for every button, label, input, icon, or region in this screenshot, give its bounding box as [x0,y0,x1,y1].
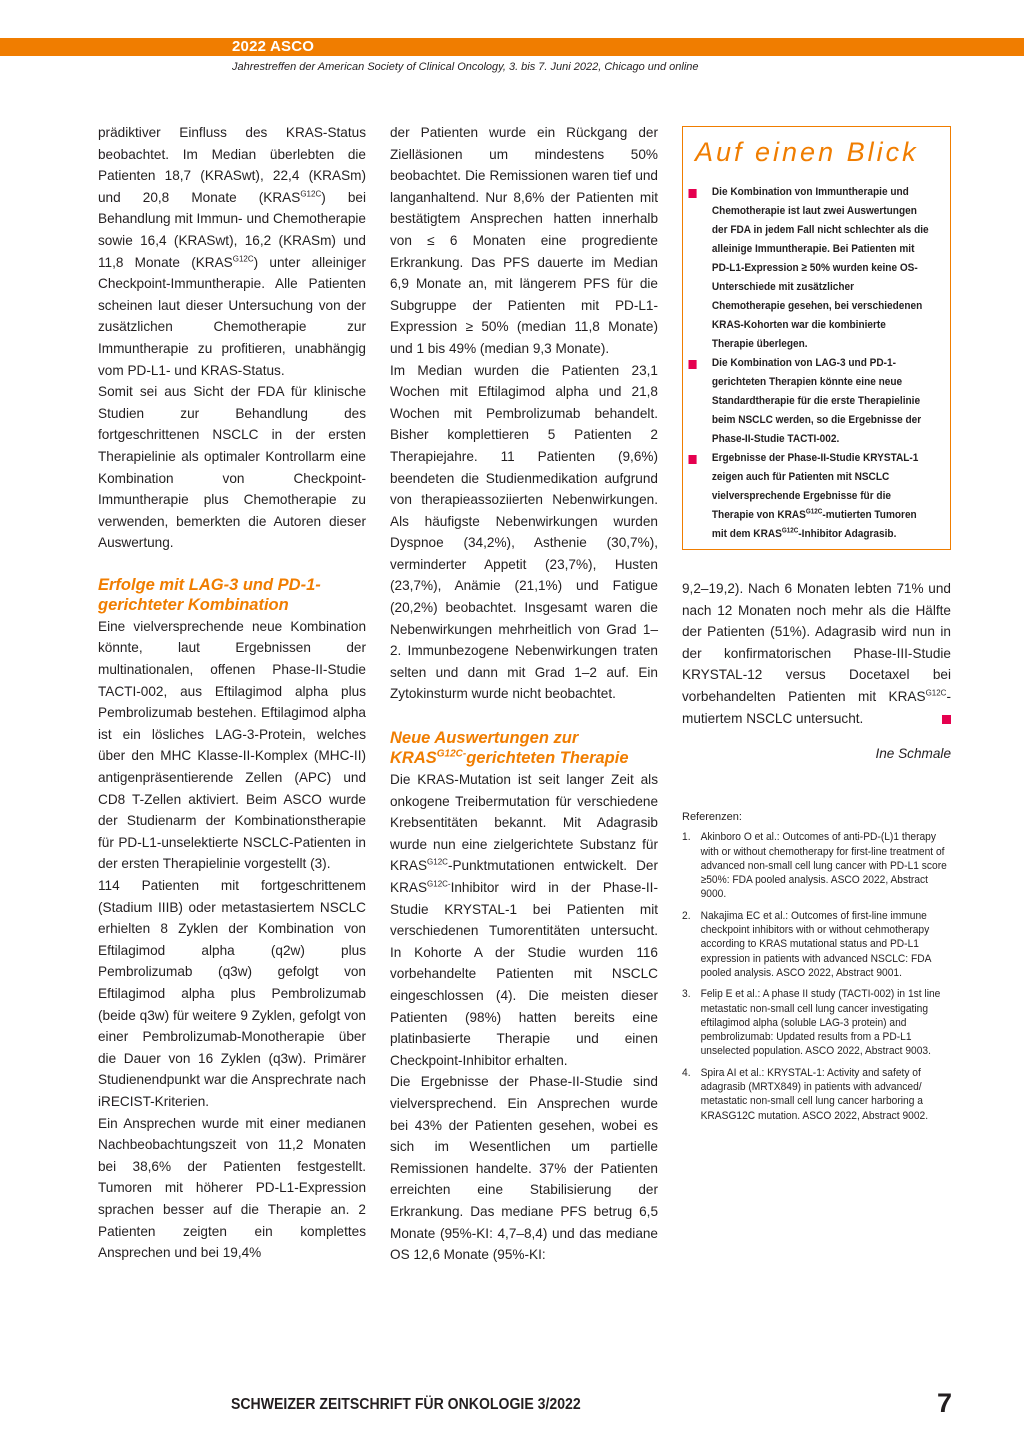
header-subtitle: Jahrestreffen der American Society of Clinical Oncology, 3. bis 7. Juni 2022, Chicago und online [232,61,699,73]
superscript: G12C [232,254,254,264]
page-number: 7 [937,1388,953,1418]
summary-item [693,354,929,449]
reference-number: 4. [682,1066,691,1079]
summary-item [693,449,929,544]
col1-paragraph-5: Ein Ansprechen wurde mit einer medianen Nachbeobachtungszeit von 11,2 Monaten bei 38,6% der Patienten festgestellt. Tumoren mit höherer PD-L1-Expression sprachen besser auf die Therapie an. 2 Patienten zeigten ein komplettes Ansprechen und bei 19,4% [98,1115,366,1261]
references-list [682,830,951,1123]
footer-journal-title: SCHWEIZER ZEITSCHRIFT FÜR ONKOLOGIE 3/2022 [231,1396,581,1413]
text-run: -Punktmutationen entwickelt. Der KRAS [390,858,658,895]
reference-number: 2. [682,909,691,922]
references [682,810,951,1130]
col3-paragraph-1 [682,578,951,729]
superscript: G12C [925,688,947,698]
summary-item-text [712,452,918,540]
col1-paragraph-3: Eine vielversprechende neue Kombination könnte, laut Ergebnissen der multinationalen, offenen Phase-II-Studie TACTI-002, aus Eftilagimod alpha plus Pembrolizumab bestehen. Eftilagimod alpha ist ein lösliches LAG-3-Protein, welches über den MHC Klasse-II-Komplex (MHC-II) antigenpräsentierende Zellen (APC) und CD8 T-Zellen aktiviert. Beim ASCO wurde der Studienarm der Kombinationstherapie für PD-L1-unselektierte NSCLC-Patienten in der ersten Therapielinie vorgestellt (3). [98,618,366,872]
text-run: Inhibitor wird in der Phase-II-Studie KRYSTAL-1 bei Patienten mit verschiedenen Tumorentitäten untersucht. In Kohorte A der Studie wurden 116 vorbehandelte Patienten mit NSCLC eingeschlossen (4). Die meisten dieser Patienten (98%) hatten bereits eine platinbasierte Therapie und einen Checkpoint-Inhibitor erhalten. [390,880,658,1068]
square-bullet-icon [689,455,697,464]
col1-paragraph-2: Somit sei aus Sicht der FDA für klinische Studien zur Behandlung des fortgeschrittenen NSCLC in der ersten Therapielinie als optimaler Kontrollarm eine Kombination von Checkpoint-Immuntherapie plus Chemotherapie zu verwenden, bemerkten die Autoren dieser Auswertung. [98,384,366,551]
section-heading-kras [390,728,658,768]
reference-text: Nakajima EC et al.: Outcomes of first-line immune checkpoint inhibitors with or without cehmotherapy according to KRAS mutational status and PD-L1 expression in patients with advanced NSCLC: FDA pooled analysis. ASCO 2022, Abstract 9001. [700,909,931,979]
superscript: G12C [781,527,799,535]
reference-number: 1. [682,831,691,844]
summary-list [693,183,940,544]
reference-number: 3. [682,988,691,1001]
reference-item [682,909,951,980]
text-run: Ergebnisse der Phase-II-Studie KRYSTAL-1 zeigen auch für Patienten mit NSCLC vielversprechende Ergebnisse für die Therapie von KRAS [711,452,919,521]
reference-item [682,1066,951,1123]
col2-paragraph-1: der Patienten wurde ein Rückgang der Zielläsionen um mindestens 50% beobachtet. Die Remissionen waren tief und langanhaltend. Nur 8,6% der Patienten mit bestätigtem Ansprechen hatten innerhalb von ≤ 6 Monaten eine progrediente Erkrankung. Das PFS dauerte im Median 6,9 Monate an, mit längerem PFS für die Subgruppe der Patienten mit PD-L1-Expression ≥ 50% (median 11,8 Monate) und 1 bis 49% (median 9,3 Monate). [390,125,658,356]
text-run: Die KRAS-Mutation ist seit langer Zeit als onkogene Treibermutation für verschiedene Krebsentitäten bekannt. Mit Adagrasib wurde nun eine zielgerichtete Substanz für KRAS [390,772,658,874]
text-run: Neue Auswertungen zur KRAS [390,729,579,768]
col1-paragraph-1 [98,122,366,381]
text-run: ) bei Behandlung mit Immun- und Chemotherapie sowie 16,4 (KRASwt), 16,2 (KRASm) und 11,8 Monate (KRAS [98,189,366,270]
superscript: G12C [427,857,448,867]
superscript: G12C- [436,748,467,760]
section-heading-lag3: Erfolge mit LAG-3 und PD-1-gerichteter Kombination [98,575,321,614]
column-2 [390,122,658,1266]
header-title: 2022 ASCO [232,38,315,55]
text-run: -Inhibitor Adagrasib. [798,528,897,540]
end-mark-icon [942,715,951,724]
reference-item [682,830,951,901]
text-run: ) unter alleiniger Checkpoint-Immuntherapie. Alle Patienten scheinen laut dieser Untersuchung von der zusätzlichen Chemotherapie zur Immuntherapie zu profitieren, unabhängig vom PD-L1- und KRAS-Status. [98,254,366,378]
text-run: prädiktiver Einfluss des KRAS-Status beobachtet. Im Median überlebten die Patienten 18,7 (KRASwt), 22,4 (KRASm) und 20,8 Monate (KRAS [98,125,366,205]
square-bullet-icon [689,189,697,198]
col2-paragraph-3 [390,769,658,1071]
column-1 [98,122,366,1264]
square-bullet-icon [689,360,697,369]
summary-item-text: Die Kombination von LAG-3 und PD-1-gerichteten Therapien könnte eine neue Standardtherapie für die erste Therapielinie beim NSCLC werden, so die Ergebnisse der Phase-II-Studie TACTI-002. [711,357,922,445]
author-name: Ine Schmale [875,746,951,762]
header-bar [0,38,1024,56]
references-title: Referenzen: [682,811,742,823]
summary-item-text: Die Kombination von Immuntherapie und Chemotherapie ist laut zwei Auswertungen der FDA in jedem Fall nicht schlechter als die alleinige Immuntherapie. Bei Patienten mit PD-L1-Expression ≥ 50% wurden keine OS-Unterschiede mit zusätzlicher Chemotherapie gesehen, bei verschiedenen KRAS-Kohorten war die kombinierte Therapie überlegen. [711,186,929,350]
reference-item [682,987,951,1058]
text-run: 9,2–19,2). Nach 6 Monaten lebten 71% und nach 12 Monaten noch mehr als die Hälfte der Patienten (51%). Adagrasib wird nun in der konfirmatorischen Phase-III-Studie KRYSTAL-12 versus Docetaxel bei vorbehandelten Patienten mit KRAS [682,581,951,704]
col1-paragraph-4: 114 Patienten mit fortgeschrittenem (Stadium IIIB) oder metastasiertem NSCLC erhielten 8 Zyklen der Kombination von Eftilagimod alpha (q2w) plus Pembrolizumab (q3w) gefolgt von Eftilagimod alpha plus Pembrolizumab (beide q3w) für weitere 9 Zyklen, gefolgt von einer Pembrolizumab-Monotherapie über die Dauer von 16 Zyklen (q3w). Primärer Studienendpunkt war die Ansprechrate nach iRECIST-Kriterien. [98,878,366,1109]
text-run: -mutiertem NSCLC untersucht. [682,688,951,726]
superscript: G12C [300,189,322,199]
col2-paragraph-2: Im Median wurden die Patienten 23,1 Wochen mit Eftilagimod alpha und 21,8 Wochen mit Pembrolizumab behandelt. Bisher komplettieren 5 Patienten 2 Therapiejahre. 11 Patienten (9,6%) beendeten die Studienmedikation aufgrund von therapieassoziierten Nebenwirkungen. Als häufigste Nebenwirkungen wurden Dyspnoe (34,2%), Asthenie (30,7%), verminderter Appetit (23,7%), Husten (23,7%), Anämie (21,1%) und Fatigue (20,2%) beobachtet. Insgesamt waren die Nebenwirkungen mehrheitlich von Grad 1–2. Immunbezogene Nebenwirkungen traten selten und dann mit Grad 1–2 auf. Ein Zytokinsturm wurde nicht beobachtet. [390,362,658,702]
col2-paragraph-4: Die Ergebnisse der Phase-II-Studie sind vielversprechend. Ein Ansprechen wurde bei 43% der Patienten gesehen, wobei es sich im Wesentlichen um partielle Remissionen handelte. 37% der Patienten erreichten eine Stabilisierung der Erkrankung. Das mediane PFS betrug 6,5 Monate (95%-KI: 4,7–8,4) und das mediane OS 12,6 Monate (95%-KI: [390,1074,658,1263]
superscript: G12C- [427,879,451,889]
summary-item [693,183,929,354]
reference-text: Felip E et al.: A phase II study (TACTI-002) in 1st line metastatic non-small cell lung cancer investigating eftilagimod alpha (soluble LAG-3 protein) and pembrolizumab: Updated results from a PD-L1 unselected population. ASCO 2022, Abstract 9003. [700,988,941,1058]
superscript: G12C [805,508,823,516]
reference-text: Spira AI et al.: KRYSTAL-1: Activity and safety of adagrasib (MRTX849) in patients with advanced/ metastatic non-small cell lung cancer harboring a KRASG12C mutation. ASCO 2022, Abstract 9002. [700,1066,929,1122]
reference-text: Akinboro O et al.: Outcomes of anti-PD-(L)1 therapy with or without chemotherapy for first-line treatment of advanced non-small cell lung cancer with PD-L1 score ≥50%: FDA pooled analysis. ASCO 2022, Abstract 9000. [700,831,947,901]
text-run: gerichteten Therapie [466,749,629,768]
summary-box-title: Auf einen Blick [695,137,919,167]
summary-box [682,126,951,550]
column-3 [682,578,951,765]
text-run: -mutierten Tumoren mit dem KRAS [711,509,917,540]
